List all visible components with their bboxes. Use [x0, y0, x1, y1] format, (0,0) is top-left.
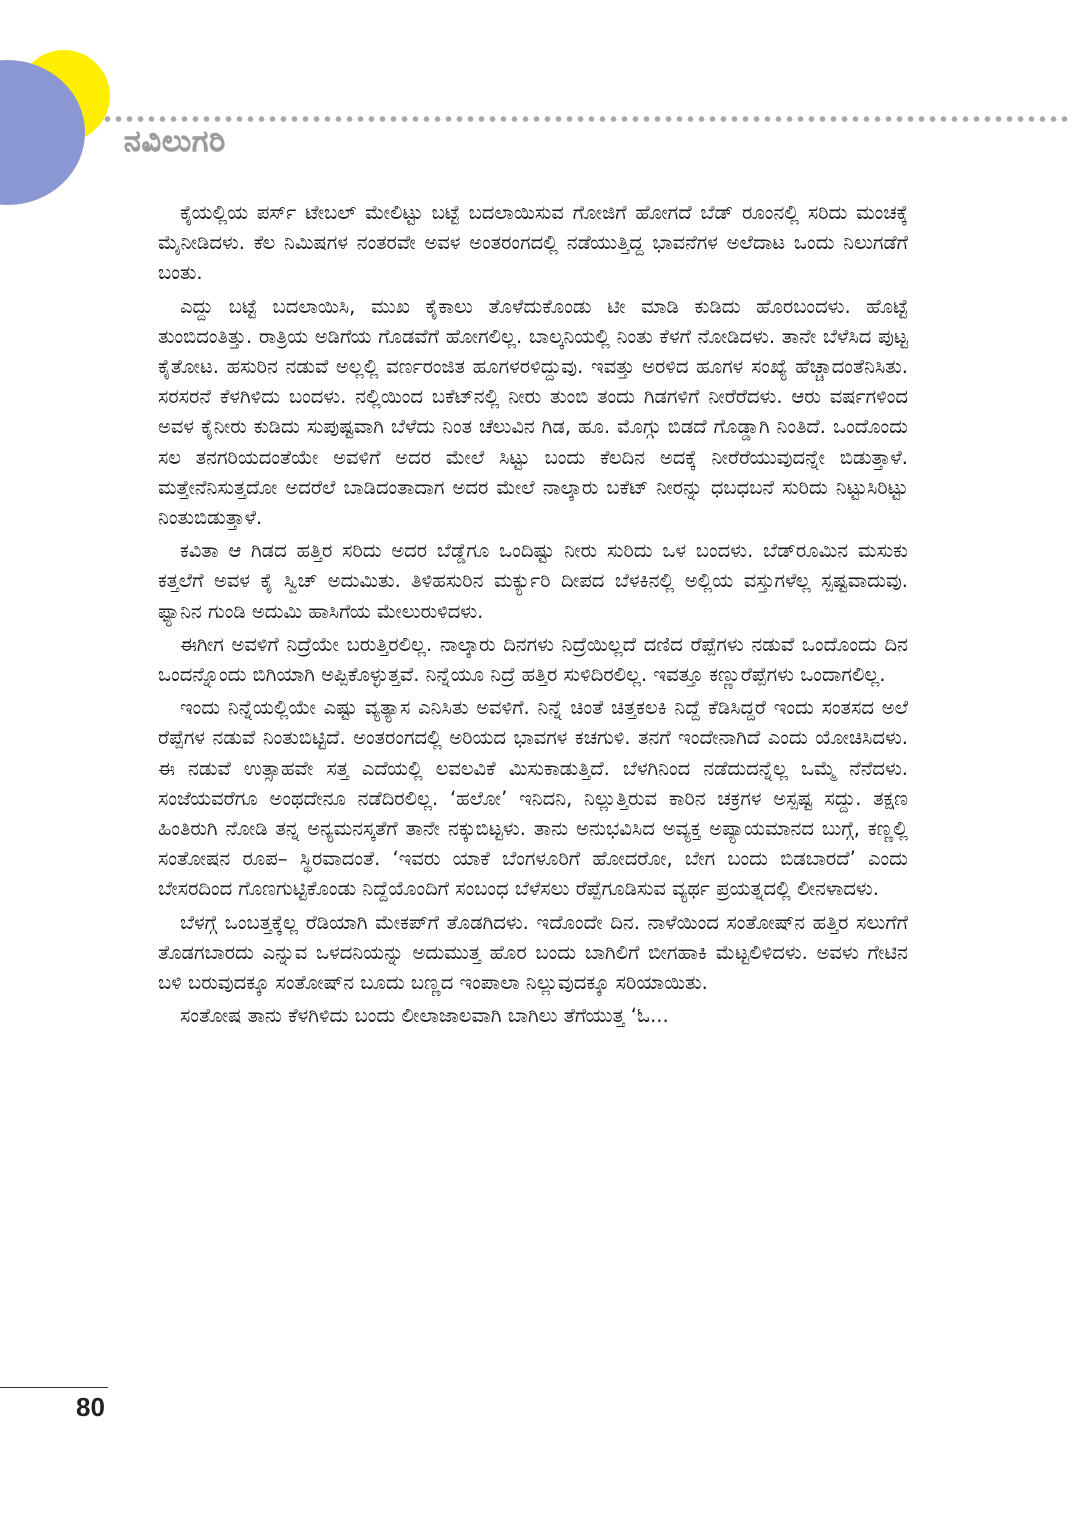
article-paragraph: ಕೈಯಲ್ಲಿಯ ಪರ್ಸ್ ಟೇಬಲ್ ಮೇಲಿಟ್ಟು ಬಟ್ಟೆ ಬದಲಾಯಿಸುವ ಗೋಜಿಗೆ ಹೋಗದೆ ಬೆಡ್ ರೂಂನಲ್ಲಿ ಸರಿದು ಮಂಚಕ್ಕೆ ಮೈನೀಡಿದಳು. ಕೆಲ ನಿಮಿಷಗಳ ನಂತರವೇ ಅವಳ ಅಂತರಂಗದಲ್ಲಿ ನಡೆಯುತ್ತಿದ್ದ ಭಾವನೆಗಳ ಅಲೆದಾಟ ಒಂದು ನಿಲುಗಡೆಗೆ ಬಂತು.: [158, 201, 908, 285]
article-paragraph: ಕವಿತಾ ಆ ಗಿಡದ ಹತ್ತಿರ ಸರಿದು ಅದರ ಬೆಡ್ಡೆಗೂ ಒಂದಿಷ್ಟು ನೀರು ಸುರಿದು ಒಳ ಬಂದಳು. ಬೆಡ್‌ರೂಮಿನ ಮಸುಕು ಕತ್ತಲೆಗೆ ಅವಳ ಕೈ ಸ್ವಿಚ್ ಅದುಮಿತು. ತಿಳಿಹಸುರಿನ ಮರ್ಕ್ಯುರಿ ದೀಪದ ಬೆಳಕಿನಲ್ಲಿ ಅಲ್ಲಿಯ ವಸ್ತುಗಳೆಲ್ಲ ಸ್ಪಷ್ಟವಾದುವು. ಫ್ಯಾನಿನ ಗುಂಡಿ ಅದುಮಿ ಹಾಸಿಗೆಯ ಮೇಲುರುಳಿದಳು.: [158, 539, 908, 623]
dotted-header-rule: [102, 115, 1072, 123]
article-paragraph: ಇಂದು ನಿನ್ನೆಯಲ್ಲಿಯೇ ಎಷ್ಟು ವ್ಯತ್ಯಾಸ ಎನಿಸಿತು ಅವಳಿಗೆ. ನಿನ್ನೆ ಚಿಂತೆ ಚಿತ್ತಕಲಕಿ ನಿದ್ದೆ ಕೆಡಿಸಿದ್ದರೆ ಇಂದು ಸಂತಸದ ಅಲೆ ರೆಪ್ಪೆಗಳ ನಡುವೆ ನಿಂತುಬಿಟ್ಟಿದೆ. ಅಂತರಂಗದಲ್ಲಿ ಅರಿಯದ ಭಾವಗಳ ಕಚಗುಳಿ. ತನಗೆ ಇಂದೇನಾಗಿದೆ ಎಂದು ಯೋಚಿಸಿದಳು. ಈ ನಡುವೆ ಉತ್ಸಾಹವೇ ಸತ್ತ ಎದೆಯಲ್ಲಿ ಲವಲವಿಕೆ ಮಿಸುಕಾಡುತ್ತಿದೆ. ಬೆಳಗಿನಿಂದ ನಡೆದುದನ್ನೆಲ್ಲ ಒಮ್ಮೆ ನೆನೆದಳು. ಸಂಜೆಯವರೆಗೂ ಅಂಥದೇನೂ ನಡೆದಿರಲಿಲ್ಲ. ‘ಹಲೋ’ ಇನಿದನಿ, ನಿಲ್ಲುತ್ತಿರುವ ಕಾರಿನ ಚಕ್ರಗಳ ಅಸ್ಪಷ್ಟ ಸದ್ದು. ತಕ್ಷಣ ಹಿಂತಿರುಗಿ ನೋಡಿ ತನ್ನ ಅನ್ಯಮನಸ್ಕತೆಗೆ ತಾನೇ ನಕ್ಕುಬಿಟ್ಟಳು. ತಾನು ಅನುಭವಿಸಿದ ಅವ್ಯಕ್ತ ಅಪ್ಯಾಯಮಾನದ ಬುಗ್ಗೆ, ಕಣ್ಣಲ್ಲಿ ಸಂತೋಷನ ರೂಪ– ಸ್ಥಿರವಾದಂತೆ. ‘ಇವರು ಯಾಕೆ ಬೆಂಗಳೂರಿಗೆ ಹೋದರೋ, ಬೇಗ ಬಂದು ಬಿಡಬಾರದೆ’ ಎಂದು ಬೇಸರದಿಂದ ಗೊಣಗುಟ್ಟಿಕೊಂಡು ನಿದ್ದೆಯೊಂದಿಗೆ ಸಂಬಂಧ ಬೆಳೆಸಲು ರೆಪ್ಪೆಗೂಡಿಸುವ ವ್ಯರ್ಥ ಪ್ರಯತ್ನದಲ್ಲಿ ಲೀನಳಾದಳು.: [158, 696, 908, 901]
article-body: [158, 198, 908, 1034]
article-paragraph: ಈಗೀಗ ಅವಳಿಗೆ ನಿದ್ರೆಯೇ ಬರುತ್ತಿರಲಿಲ್ಲ. ನಾಲ್ಕಾರು ದಿನಗಳು ನಿದ್ರೆಯಿಲ್ಲದೆ ದಣಿದ ರೆಪ್ಪೆಗಳು ನಡುವೆ ಒಂದೊಂದು ದಿನ ಒಂದನ್ನೊಂದು ಬಿಗಿಯಾಗಿ ಅಪ್ಪಿಕೊಳ್ಳುತ್ತವೆ. ನಿನ್ನೆಯೂ ನಿದ್ರೆ ಹತ್ತಿರ ಸುಳಿದಿರಲಿಲ್ಲ. ಇವತ್ತೂ ಕಣ್ಣುರೆಪ್ಪೆಗಳು ಒಂದಾಗಲಿಲ್ಲ.: [158, 632, 908, 687]
article-paragraph: ಸಂತೋಷ ತಾನು ಕೆಳಗಿಳಿದು ಬಂದು ಲೀಲಾಜಾಲವಾಗಿ ಬಾಗಿಲು ತೆಗೆಯುತ್ತ ‘ಓ...: [180, 1004, 669, 1028]
article-paragraph: ಬೆಳಗ್ಗೆ ಒಂಬತ್ತಕ್ಕೆಲ್ಲ ರೆಡಿಯಾಗಿ ಮೇಕಪ್‌ಗೆ ತೊಡಗಿದಳು. ಇದೊಂದೇ ದಿನ. ನಾಳೆಯಿಂದ ಸಂತೋಷ್‌ನ ಹತ್ತಿರ ಸಲುಗೆಗೆ ತೊಡಗಬಾರದು ಎನ್ನುವ ಒಳದನಿಯನ್ನು ಅದುಮುತ್ತ ಹೊರ ಬಂದು ಬಾಗಿಲಿಗೆ ಬೀಗಹಾಕಿ ಮೆಟ್ಟಲಿಳಿದಳು. ಅವಳು ಗೇಟಿನ ಬಳಿ ಬರುವುದಕ್ಕೂ ಸಂತೋಷ್‌ನ ಬೂದು ಬಣ್ಣದ ಇಂಪಾಲಾ ನಿಲ್ಲುವುದಕ್ಕೂ ಸರಿಯಾಯಿತು.: [158, 910, 908, 995]
magazine-title: ನವಿಲುಗರಿ: [124, 124, 227, 159]
article-paragraph: ಎದ್ದು ಬಟ್ಟೆ ಬದಲಾಯಿಸಿ, ಮುಖ ಕೈಕಾಲು ತೊಳೆದುಕೊಂಡು ಟೀ ಮಾಡಿ ಕುಡಿದು ಹೊರಬಂದಳು. ಹೊಟ್ಟೆ ತುಂಬಿದಂತಿತ್ತು. ರಾತ್ರಿಯ ಅಡಿಗೆಯ ಗೊಡವೆಗೆ ಹೋಗಲಿಲ್ಲ. ಬಾಲ್ಕನಿಯಲ್ಲಿ ನಿಂತು ಕೆಳಗೆ ನೋಡಿದಳು. ತಾನೇ ಬೆಳೆಸಿದ ಪುಟ್ಟ ಕೈತೋಟ. ಹಸುರಿನ ನಡುವೆ ಅಲ್ಲಲ್ಲಿ ವರ್ಣರಂಜಿತ ಹೂಗಳರಳಿದ್ದುವು. ಇವತ್ತು ಅರಳಿದ ಹೂಗಳ ಸಂಖ್ಯೆ ಹೆಚ್ಚಾದಂತೆನಿಸಿತು. ಸರಸರನೆ ಕೆಳಗಿಳಿದು ಬಂದಳು. ನಲ್ಲಿಯಿಂದ ಬಕೆಟ್‌ನಲ್ಲಿ ನೀರು ತುಂಬಿ ತಂದು ಗಿಡಗಳಿಗೆ ನೀರೆರೆದಳು. ಆರು ವರ್ಷಗಳಿಂದ ಅವಳ ಕೈನೀರು ಕುಡಿದು ಸುಪುಷ್ಟವಾಗಿ ಬೆಳೆದು ನಿಂತ ಚೆಲುವಿನ ಗಿಡ, ಹೂ. ಮೊಗ್ಗು ಬಿಡದೆ ಗೊಡ್ಡಾಗಿ ನಿಂತಿದೆ. ಒಂದೊಂದು ಸಲ ತನಗರಿಯದಂತೆಯೇ ಅವಳಿಗೆ ಅದರ ಮೇಲೆ ಸಿಟ್ಟು ಬಂದು ಕೆಲದಿನ ಅದಕ್ಕೆ ನೀರೆರೆಯುವುದನ್ನೇ ಬಿಡುತ್ತಾಳೆ. ಮತ್ತೇನೆನಿಸುತ್ತದೋ ಅದರೆಲೆ ಬಾಡಿದಂತಾದಾಗ ಅದರ ಮೇಲೆ ನಾಲ್ಕಾರು ಬಕೆಟ್ ನೀರನ್ನು ಧಬಧಬನೆ ಸುರಿದು ನಿಟ್ಟುಸಿರಿಟ್ಟು ನಿಂತುಬಿಡುತ್ತಾಳೆ.: [158, 294, 908, 530]
page-number: 80: [76, 1392, 105, 1422]
footer-rule: [0, 1387, 108, 1388]
